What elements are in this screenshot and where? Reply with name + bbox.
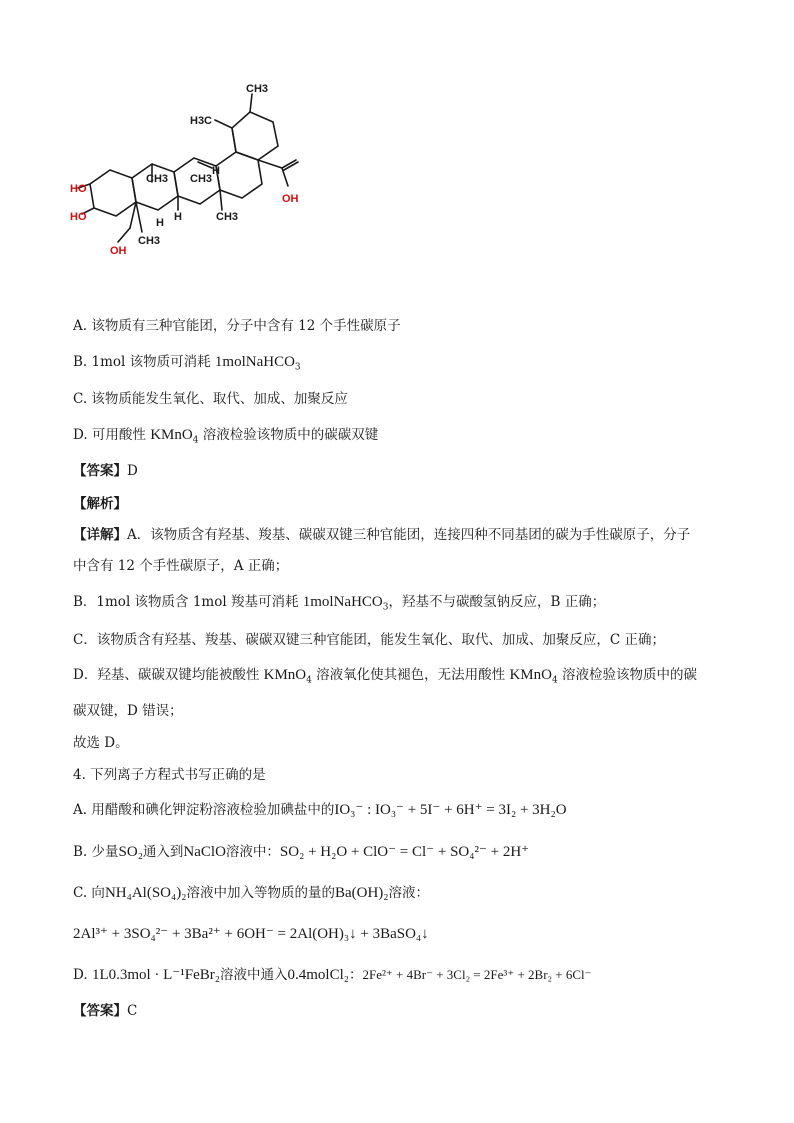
detail-b-post: ，羟基不与碳酸氢钠反应，B 正确； <box>388 594 606 610</box>
me-a-label: CH3 <box>146 173 169 185</box>
detail-b-sub: 3 <box>382 602 389 613</box>
detail-d-formula-2: KMnO <box>509 667 552 683</box>
oh-left2-label: HO <box>70 211 87 223</box>
h3c-left-label: H3C <box>190 115 213 127</box>
answer-2-label: 【答案】 <box>73 1003 127 1019</box>
detail-d-formula-1: KMnO <box>263 667 307 683</box>
option-a: A. 该物质有三种官能团，分子中含有 12 个手性碳原子 <box>73 318 401 334</box>
answer-2-value: C <box>127 1003 138 1019</box>
option-d-post: 溶液检验该物质中的碳碳双键 <box>198 427 379 443</box>
q4-d-sep: ： <box>349 967 363 983</box>
q4-a-text: A. 用醋酸和碘化钾淀粉溶液检验加碘盐中的 <box>73 802 335 818</box>
oh-left1-label: HO <box>70 183 87 195</box>
q4-d-text: D. <box>73 967 92 983</box>
q4-c-text: C. 向 <box>73 885 105 901</box>
option-d <box>73 425 378 445</box>
q4-c-salt: NH₄Al(SO₄)₂ <box>104 885 187 901</box>
q4-c-post: 溶液： <box>388 885 430 901</box>
q4-d-cl2: 0.4molCl₂ <box>287 967 349 983</box>
option-c: C. 该物质能发生氧化、取代、加成、加聚反应 <box>73 391 348 407</box>
q4-b-post: 溶液中： <box>225 844 280 860</box>
detail-a-line1 <box>73 525 690 545</box>
ch3-bottom-label: CH3 <box>138 235 161 247</box>
detail-b-formula: 1molNaHCO <box>302 594 383 610</box>
methyl-top-label: CH3 <box>246 83 269 95</box>
h-a-label: H <box>174 211 182 223</box>
q4-c-equation: 2Al³⁺ + 3SO₄²⁻ + 3Ba²⁺ + 6OH⁻ = 2Al(OH)₃↓ + 3BaSO₄↓ <box>73 926 429 942</box>
option-d-formula: KMnO <box>150 427 193 443</box>
q4-option-d <box>73 965 592 985</box>
q4-b-equation: SO₂ + H₂O + ClO⁻ = Cl⁻ + SO₄²⁻ + 2H⁺ <box>279 844 530 860</box>
detail-b-text: B．1mol 该物质含 1mol 羧基可消耗 <box>73 594 303 610</box>
detail-label: 【详解】 <box>73 527 127 543</box>
q4-d-conc: 1L0.3mol · L⁻¹FeBr₂ <box>91 967 220 983</box>
analysis-label: 【解析】 <box>73 496 127 512</box>
detail-d-mid: 溶液氧化使其褪色，无法用酸性 <box>311 667 510 683</box>
option-b-formula: 1molNaHCO <box>214 354 295 370</box>
detail-c: C．该物质含有羟基、羧基、碳碳双键三种官能团，能发生氧化、取代、加成、加聚反应，C 正确； <box>73 632 665 648</box>
q4-d-equation: 2Fe²⁺ + 4Br⁻ + 3Cl₂ = 2Fe³⁺ + 2Br₂ + 6Cl⁻ <box>362 967 592 982</box>
q4-c-base: Ba(OH)₂ <box>334 885 389 901</box>
oh-acid-label: OH <box>282 193 299 205</box>
detail-d <box>73 665 697 685</box>
h-c-label: H <box>156 217 164 229</box>
answer-2 <box>73 1001 137 1021</box>
question-4-stem: 4. 下列离子方程式书写正确的是 <box>73 767 266 783</box>
option-d-sub: 4 <box>192 435 199 446</box>
option-b <box>73 352 301 372</box>
detail-b <box>73 592 605 612</box>
conclusion: 故选 D。 <box>73 735 129 751</box>
detail-d-sub-2: 4 <box>551 675 558 686</box>
q4-b-naclo: NaClO <box>183 844 226 860</box>
q4-b-so2: SO₂ <box>118 844 143 860</box>
q4-option-a <box>73 800 567 820</box>
oh-bottom-label: OH <box>110 245 127 257</box>
q4-b-mid: 通入到 <box>142 844 184 860</box>
detail-d-sub-1: 4 <box>306 675 312 686</box>
detail-d-text: D．羟基、碳碳双键均能被酸性 <box>73 667 264 683</box>
detail-d-line2: 碳双键，D 错误； <box>73 703 183 719</box>
h-b-label: H <box>212 165 220 177</box>
q4-d-mid: 溶液中通入 <box>220 967 288 983</box>
option-b-text: B. 1mol 该物质可消耗 <box>73 354 215 370</box>
answer-1-label: 【答案】 <box>73 463 127 479</box>
option-b-sub: 3 <box>294 362 301 373</box>
answer-1-value: D <box>127 463 138 479</box>
me-b-label: CH3 <box>190 173 213 185</box>
detail-a-line2: 中含有 12 个手性碳原子，A 正确； <box>73 558 289 574</box>
q4-a-equation: IO₃⁻ : IO₃⁻ + 5I⁻ + 6H⁺ = 3I₂ + 3H₂O <box>334 802 567 818</box>
option-d-text: D. 可用酸性 <box>73 427 151 443</box>
detail-a1-text: A．该物质含有羟基、羧基、碳碳双键三种官能团，连接四种不同基团的碳为手性碳原子，分子 <box>127 527 691 543</box>
detail-d-post: 溶液检验该物质中的碳 <box>557 667 698 683</box>
q4-option-c <box>73 883 429 903</box>
me-c-label: CH3 <box>216 211 239 223</box>
q4-option-b <box>73 842 529 862</box>
q4-c-mid: 溶液中加入等物质的量的 <box>186 885 335 901</box>
q4-b-text: B. 少量 <box>73 844 119 860</box>
answer-1 <box>73 461 138 481</box>
molecule-structure <box>70 82 320 282</box>
